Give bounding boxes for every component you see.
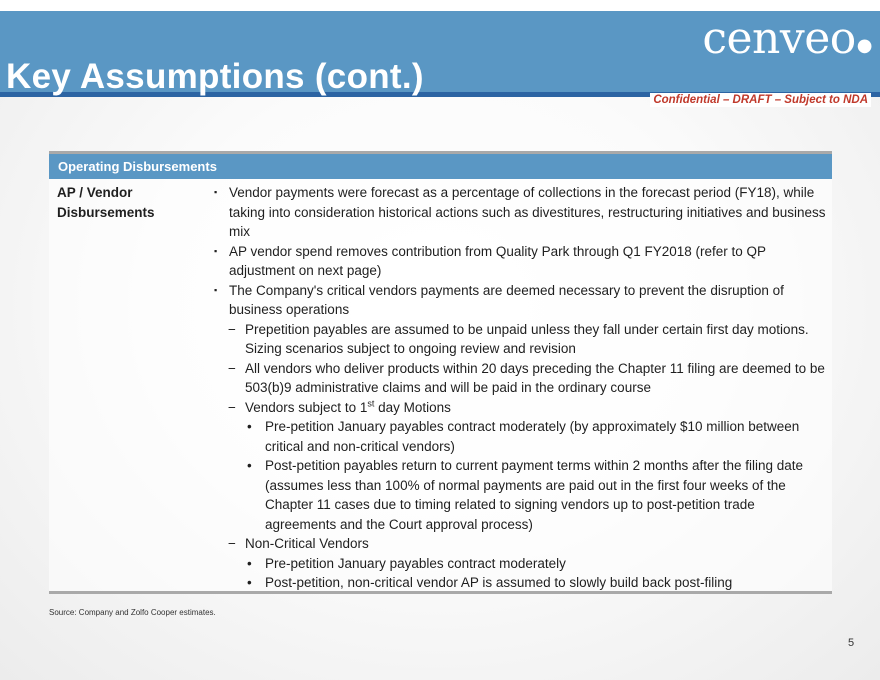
list-item-text: Pre-petition January payables contract moderately (by approximately $10 million between critical and non-critical vendors) [265,419,800,454]
page-title: Key Assumptions (cont.) [6,57,424,96]
dot-bullet-icon: • [247,458,252,473]
row-label [57,183,207,222]
list-item [213,398,829,418]
assumptions-table [49,151,832,594]
list-item-text: AP vendor spend removes contribution from Quality Park through Q1 FY2018 (refer to QP adjustment on next page) [229,243,766,278]
list-item [213,417,829,456]
header-bar [0,11,880,106]
dot-bullet-icon: • [247,555,252,571]
list-item [213,554,829,574]
page-number: 5 [848,637,855,649]
list-item-text: Prepetition payables are assumed to be unpaid unless they fall under certain first day motions. Sizing scenarios subject to ongoing review and revision [245,321,809,356]
source-note: Source: Company and Zolfo Cooper estimates. [49,608,216,617]
list-item-text-tail: day Motions [374,399,451,415]
list-item [213,359,829,398]
list-item-text: Vendor payments were forecast as a percentage of collections in the forecast period (FY18), while taking into consideration historical actions such as divestitures, restructuring initiatives and business mix [229,185,826,239]
list-item [213,534,829,554]
list-item [213,281,829,320]
dot-bullet-icon: • [247,575,252,590]
row-label-line-2: Disbursements [57,204,155,220]
logo-text: cenveo [702,13,856,64]
row-label-line-1: AP / Vendor [57,185,133,200]
list-item [213,242,829,281]
list-item [213,573,829,593]
list-item [213,183,829,242]
list-item [213,320,829,359]
list-item-text: Non-Critical Vendors [245,536,369,551]
list-item-text: Post-petition, non-critical vendor AP is assumed to slowly build back post-filing [265,575,733,590]
superscript-st: st [367,398,375,408]
square-bullet-icon: ▪ [214,187,218,197]
section-header: Operating Disbursements [49,154,832,179]
dash-bullet-icon: − [228,536,236,551]
logo-registered-dot: ● [856,35,872,56]
dot-bullet-icon: • [247,419,252,434]
square-bullet-icon: ▪ [214,245,218,256]
dash-bullet-icon: − [228,399,236,415]
top-margin [0,0,880,11]
confidential-notice: Confidential – DRAFT – Subject to NDA [650,93,871,107]
list-item [213,456,829,534]
list-item-text: The Company's critical vendors payments are deemed necessary to prevent the disruption of business operations [229,282,784,317]
table-body [49,179,832,594]
cenveo-logo [702,13,872,64]
list-item-text: All vendors who deliver products within 20 days preceding the Chapter 11 filing are deemed to be 503(b)9 administrative claims and will be paid in the ordinary course [245,360,825,395]
list-item-text: Pre-petition January payables contract moderately [265,555,566,571]
assumptions-list [213,183,829,593]
dash-bullet-icon: − [228,360,236,376]
list-item-text: Vendors subject to 1 [245,399,368,415]
square-bullet-icon: ▪ [214,284,218,295]
list-item-text: Post-petition payables return to current payment terms within 2 months after the filing date (assumes less than 100% of normal payments are paid out in the first four weeks of the Chapter 11 cases due to timing related to signing vendors up to post-petition trade agreements and the Court approval process) [265,458,804,532]
dash-bullet-icon: − [228,321,236,337]
